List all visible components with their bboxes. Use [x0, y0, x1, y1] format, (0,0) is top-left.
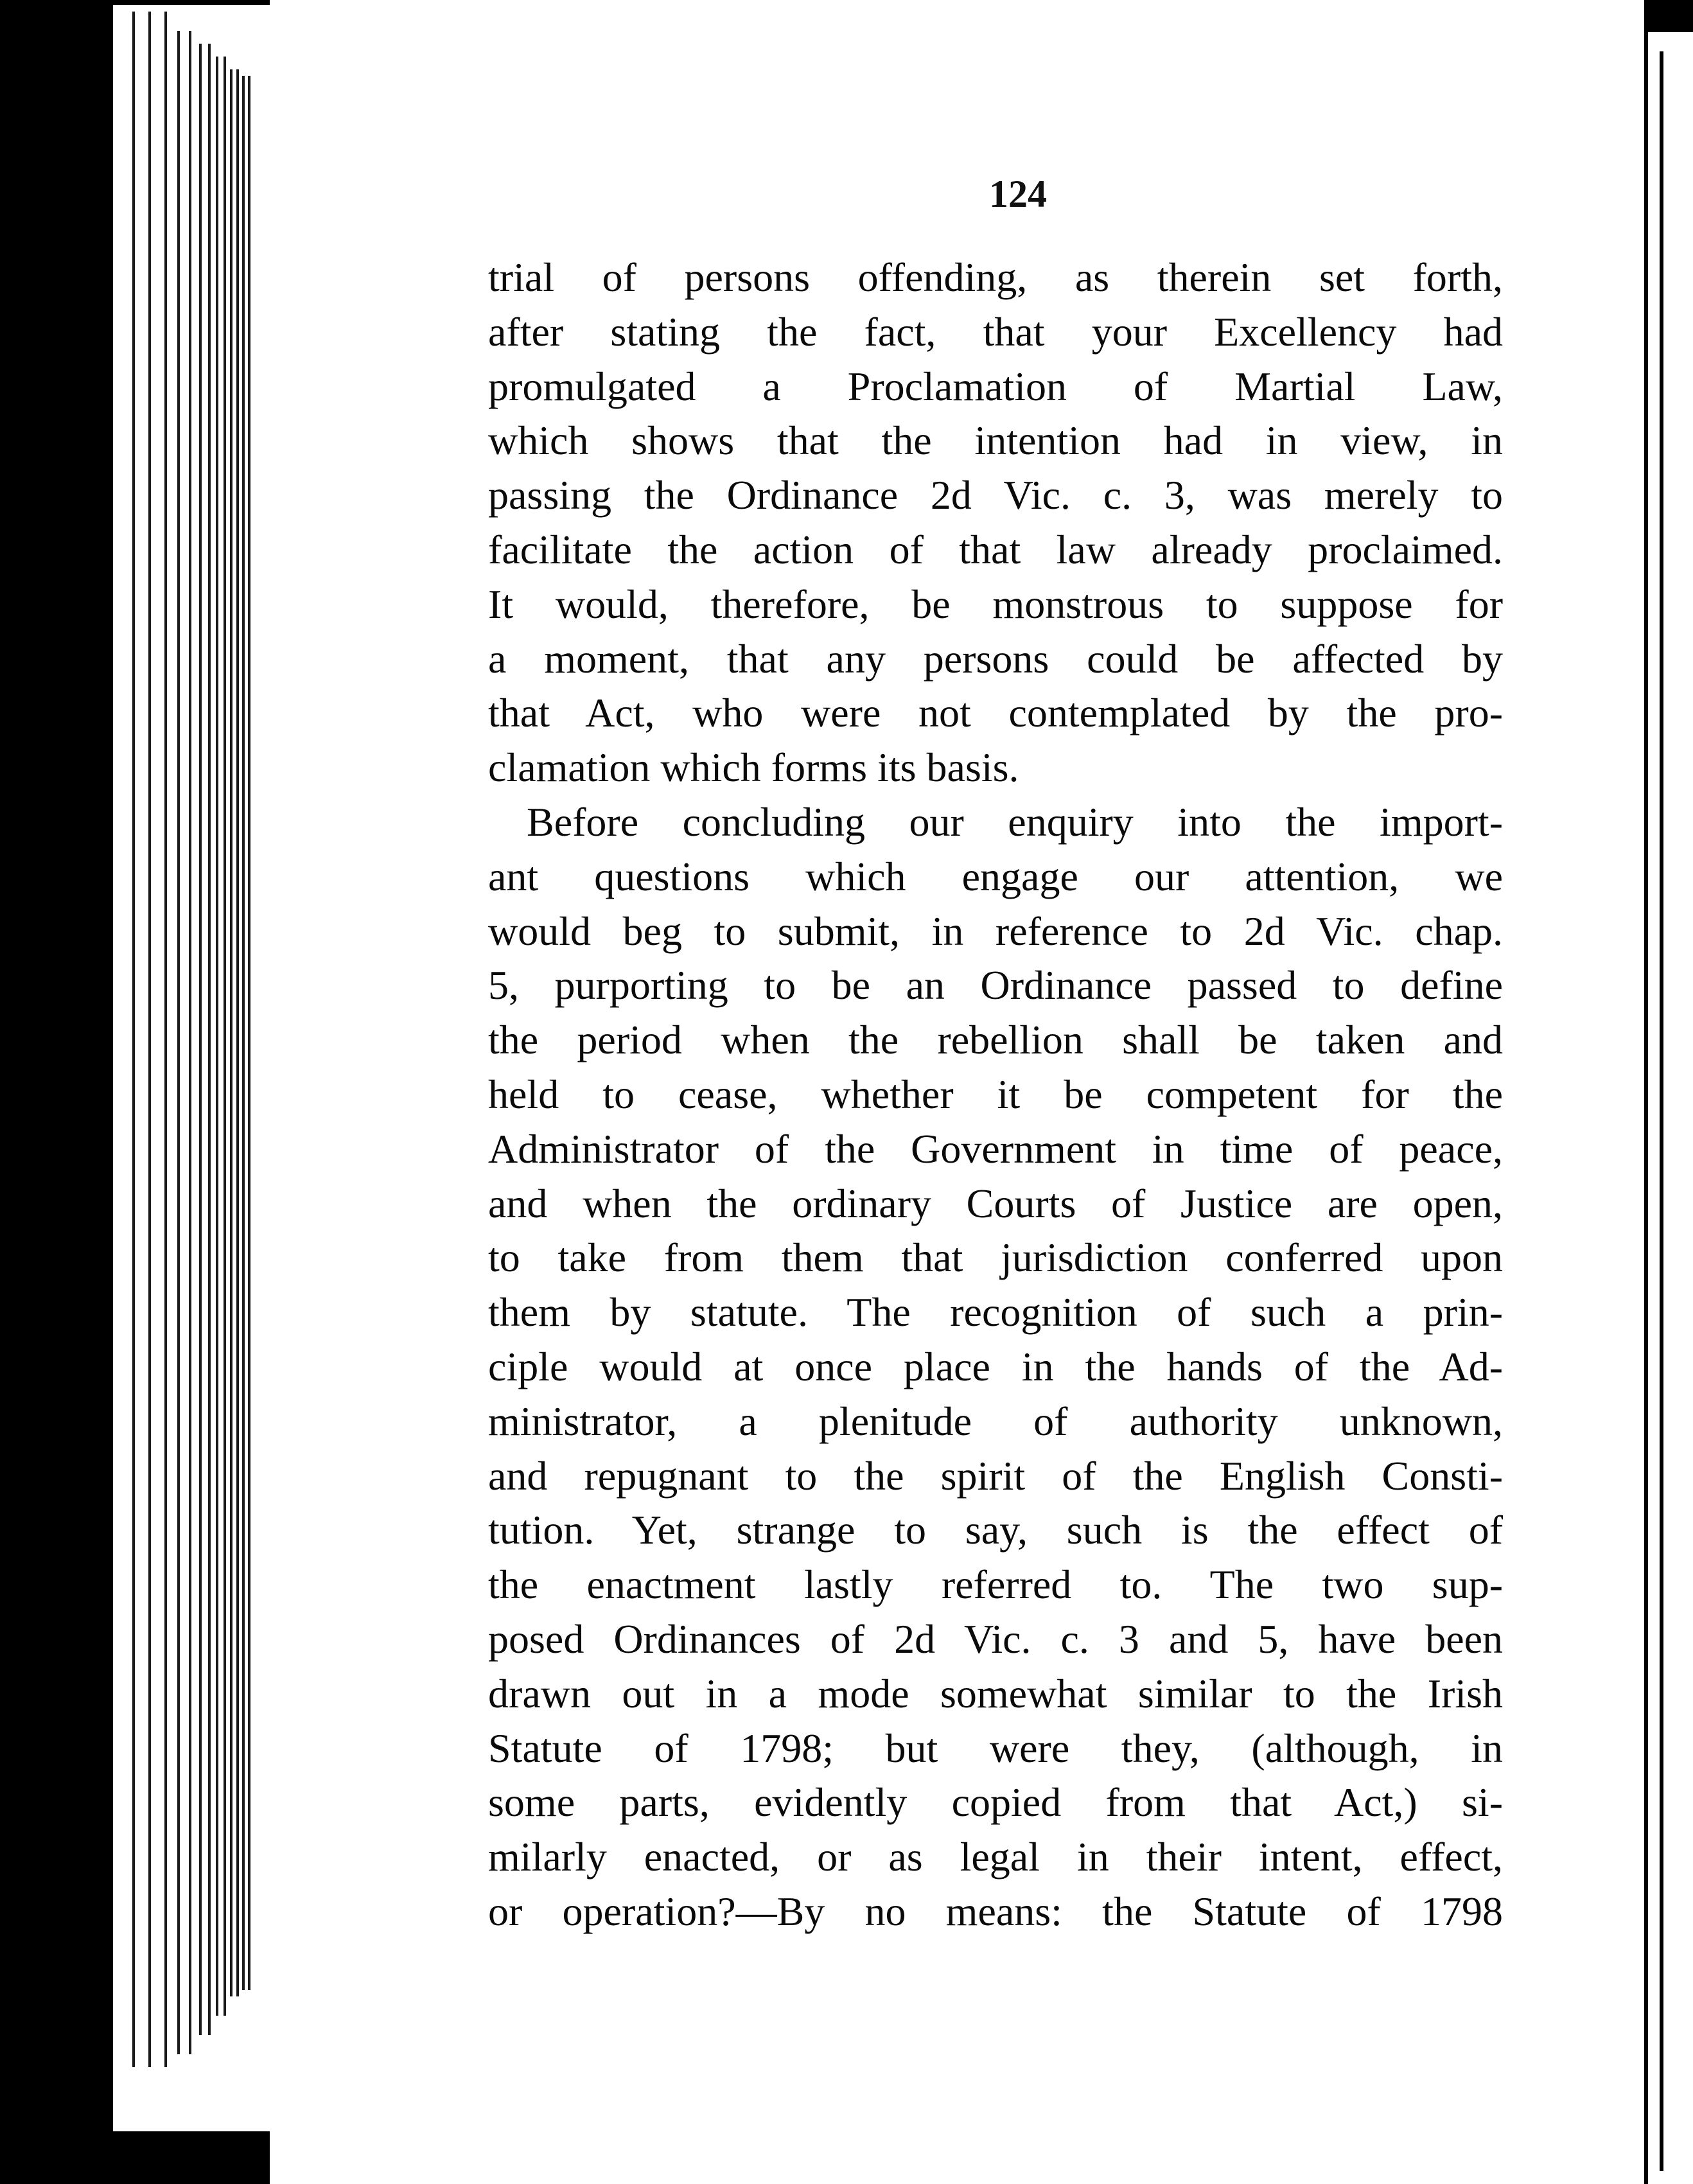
text-line: 5, purporting to be an Ordinance passed to define	[488, 962, 1503, 1008]
page-leaf	[189, 31, 191, 2054]
margin-ink-mark: ∖	[13, 836, 27, 860]
page-leaf	[199, 44, 202, 2035]
text-line: would beg to submit, in reference to 2d Vic. chap.	[488, 908, 1503, 954]
text-line: clamation which forms its basis.	[488, 744, 1019, 791]
page-leaf	[242, 76, 245, 1990]
text-line: held to cease, whether it be competent for the	[488, 1071, 1503, 1117]
page-leaf	[230, 69, 232, 1996]
text-line: the period when the rebellion shall be taken and	[488, 1017, 1503, 1063]
text-line: and repugnant to the spirit of the English Consti-	[488, 1452, 1503, 1499]
page-leaf	[164, 12, 167, 2067]
text-line: tution. Yet, strange to say, such is the effect of	[488, 1507, 1503, 1553]
text-line: some parts, evidently copied from that Act,) si-	[488, 1779, 1503, 1826]
text-line: passing the Ordinance 2d Vic. c. 3, was merely to	[488, 472, 1503, 518]
page-leaf	[216, 57, 218, 2016]
text-line: Before concluding our enquiry into the import-	[527, 798, 1503, 845]
page-number: 124	[989, 173, 1047, 215]
text-line: which shows that the intention had in view, in	[488, 418, 1503, 464]
page-leaf	[177, 31, 180, 2054]
page-leaf	[248, 76, 250, 1990]
text-line: that Act, who were not contemplated by the pro-	[488, 690, 1503, 736]
page-leaf	[148, 12, 151, 2067]
page-leaf	[208, 44, 211, 2035]
margin-ink-mark: ♦	[62, 463, 75, 492]
text-line: posed Ordinances of 2d Vic. c. 3 and 5, have been	[488, 1616, 1503, 1662]
text-line: It would, therefore, be monstrous to suppose for	[488, 581, 1503, 627]
text-line: or operation?—By no means: the Statute of 1798	[488, 1888, 1503, 1934]
text-line: ministrator, a plenitude of authority unknown,	[488, 1398, 1503, 1444]
page-leaf	[224, 57, 226, 2016]
text-line: Administrator of the Government in time of peace,	[488, 1125, 1503, 1172]
text-line: drawn out in a mode somewhat similar to the Irish	[488, 1670, 1503, 1716]
adjacent-page-border	[1660, 51, 1663, 2171]
text-line: to take from them that jurisdiction conferred upon	[488, 1235, 1503, 1281]
page-leaf	[132, 12, 135, 2067]
text-line: Statute of 1798; but were they, (although, in	[488, 1725, 1503, 1771]
text-line: ciple would at once place in the hands of the Ad-	[488, 1343, 1503, 1389]
text-line: and when the ordinary Courts of Justice are open,	[488, 1180, 1503, 1226]
text-line: a moment, that any persons could be affected by	[488, 635, 1503, 682]
text-line: ant questions which engage our attention, we	[488, 853, 1503, 899]
text-line: milarly enacted, or as legal in their intent, effect,	[488, 1834, 1503, 1880]
text-line: them by statute. The recognition of such a prin-	[488, 1289, 1503, 1335]
text-line: trial of persons offending, as therein set forth,	[488, 254, 1503, 300]
text-line: the enactment lastly referred to. The two sup-	[488, 1562, 1503, 1608]
text-line: after stating the fact, that your Excellency had	[488, 308, 1503, 355]
page-leaf	[236, 69, 239, 1996]
text-line: promulgated a Proclamation of Martial Law,	[488, 363, 1503, 409]
text-line: facilitate the action of that law already proclaimed.	[488, 526, 1503, 572]
body-text	[488, 251, 1503, 1939]
adjacent-page-edge	[1644, 32, 1693, 2184]
